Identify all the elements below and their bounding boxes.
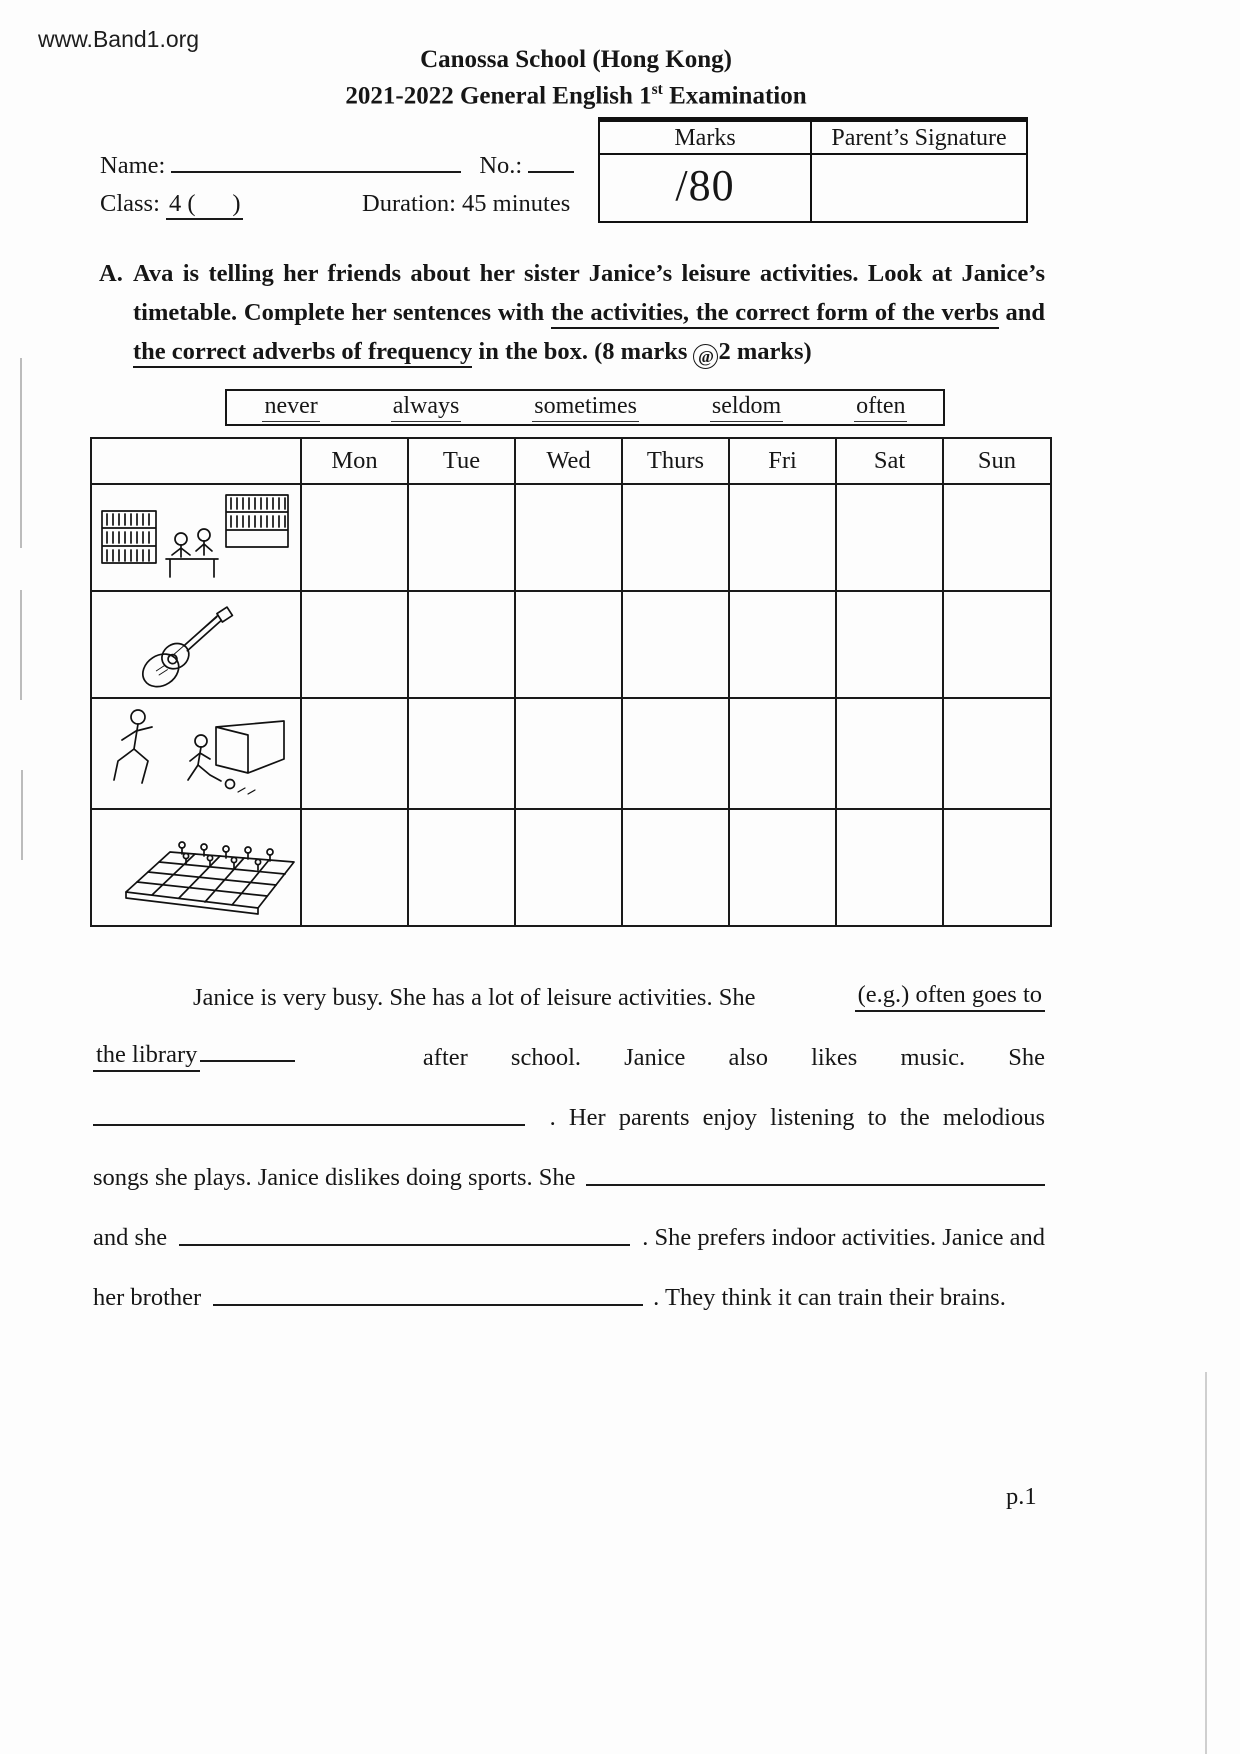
timetable-cell: [729, 698, 836, 809]
answer-2-blank-extension: [200, 1058, 295, 1062]
instruction-seg3: and: [998, 299, 1045, 326]
paragraph-line-3: [93, 1072, 1045, 1132]
line5-post-text: . She prefers indoor activities. Janice and: [642, 1224, 1045, 1251]
adverb-word-box: [225, 389, 945, 426]
timetable-row-chess: [91, 809, 1051, 926]
name-blank-line: [171, 169, 461, 173]
class-label: Class:: [100, 190, 160, 217]
activity-cell-chess: [91, 809, 301, 926]
day-header-sun: Sun: [943, 438, 1051, 484]
paragraph-line-1: [93, 952, 1045, 1012]
line3-text: . Her parents enjoy listening to the melodious: [549, 1104, 1045, 1131]
student-name-row: [100, 152, 660, 180]
activity-cell-sports: [91, 698, 301, 809]
line1-text: Janice is very busy. She has a lot of leisure activities. She: [193, 984, 756, 1011]
instruction-seg1: Ava is telling her friends about her sister Janice’s leisure activities. Look at Janice’s timetable. Complete her sentences with: [133, 260, 1045, 326]
paragraph-line-5: [93, 1192, 1045, 1252]
instruction-underlined-1: the activities, the correct form of the verbs: [551, 299, 999, 329]
guitar-icon: [98, 596, 268, 688]
timetable-cell: [515, 484, 622, 591]
example-answer-2-group: [93, 1041, 295, 1072]
chess-icon: [98, 814, 303, 916]
timetable-cell: [301, 484, 408, 591]
name-label: Name:: [100, 152, 166, 179]
timetable-header-row: [91, 438, 1051, 484]
scan-artifact-line: [1205, 1372, 1207, 1754]
instruction-seg6: 2 marks): [718, 338, 812, 365]
paragraph-line-6: [93, 1252, 1045, 1312]
day-header-mon: Mon: [301, 438, 408, 484]
timetable-cell: [622, 698, 729, 809]
timetable-corner-cell: [91, 438, 301, 484]
section-a-instructions: [99, 254, 1045, 371]
instruction-seg5: in the box. (8 marks: [472, 338, 694, 365]
example-answer-1: (e.g.) often goes to: [855, 981, 1045, 1012]
timetable-row-guitar: [91, 591, 1051, 698]
exam-header: [0, 46, 1196, 110]
activity-cell-library: [91, 484, 301, 591]
blank-1: [93, 1122, 525, 1126]
timetable-cell: [301, 809, 408, 926]
class-value: 4 ( ): [166, 190, 243, 220]
timetable-cell: [729, 484, 836, 591]
activity-cell-guitar: [91, 591, 301, 698]
duration-label: Duration: 45 minutes: [362, 190, 571, 217]
line5-pre-text: and she: [93, 1224, 168, 1251]
fill-in-paragraph: [93, 952, 1045, 1312]
timetable-row-sports: [91, 698, 1051, 809]
timetable-cell: [301, 698, 408, 809]
timetable-cell: [301, 591, 408, 698]
scan-artifact-line: [20, 358, 22, 548]
line2-text: after school. Janice also likes music. She: [422, 1044, 1045, 1071]
timetable-cell: [515, 809, 622, 926]
no-blank-line: [528, 169, 574, 173]
paragraph-line-2: [93, 1012, 1045, 1072]
class-duration-row: [100, 190, 800, 218]
library-icon: [98, 489, 294, 581]
section-a-label: A.: [99, 260, 123, 287]
exam-title-ordinal: st: [651, 81, 663, 98]
day-header-wed: Wed: [515, 438, 622, 484]
parent-signature-area: [812, 155, 1026, 221]
word-often: often: [854, 393, 907, 422]
timetable-cell: [836, 809, 943, 926]
word-sometimes: sometimes: [532, 393, 639, 422]
word-never: never: [262, 393, 319, 422]
timetable-cell: [943, 591, 1051, 698]
line6-post-text: . They think it can train their brains.: [653, 1284, 1006, 1311]
timetable-cell: [836, 698, 943, 809]
timetable-row-library: [91, 484, 1051, 591]
at-each-symbol: @: [693, 344, 718, 369]
timetable-cell: [515, 591, 622, 698]
word-seldom: seldom: [710, 393, 783, 422]
timetable-cell: [729, 591, 836, 698]
timetable-cell: [943, 484, 1051, 591]
no-label: No.:: [479, 152, 523, 179]
timetable-cell: [836, 484, 943, 591]
school-name: Canossa School (Hong Kong): [420, 46, 732, 73]
day-header-sat: Sat: [836, 438, 943, 484]
timetable-cell: [408, 591, 515, 698]
janice-timetable: [90, 437, 1052, 927]
line6-pre-text: her brother: [93, 1284, 202, 1311]
marks-label: Marks: [600, 122, 812, 153]
timetable-cell: [729, 809, 836, 926]
timetable-cell: [836, 591, 943, 698]
exam-title-post: Examination: [662, 82, 807, 110]
instruction-underlined-2: the correct adverbs of frequency: [133, 338, 472, 368]
timetable-cell: [622, 591, 729, 698]
word-always: always: [391, 393, 462, 422]
paragraph-line-4: [93, 1132, 1045, 1192]
line4-text: songs she plays. Janice dislikes doing sports. She: [93, 1164, 576, 1191]
timetable-cell: [408, 698, 515, 809]
blank-3: [179, 1242, 630, 1246]
day-header-tue: Tue: [408, 438, 515, 484]
total-marks-value: /80: [600, 155, 812, 221]
scan-artifact-line: [21, 770, 23, 860]
parent-signature-label: Parent’s Signature: [831, 125, 1007, 151]
timetable-cell: [622, 484, 729, 591]
timetable-cell: [943, 809, 1051, 926]
timetable-cell: [515, 698, 622, 809]
timetable-cell: [622, 809, 729, 926]
watermark: www.Band1.org: [38, 26, 200, 52]
marks-box-header: [600, 122, 1026, 155]
timetable-cell: [943, 698, 1051, 809]
page-number: p.1: [1006, 1483, 1037, 1510]
timetable-cell: [408, 484, 515, 591]
day-header-fri: Fri: [729, 438, 836, 484]
blank-2: [586, 1182, 1046, 1186]
scan-artifact-line: [20, 590, 22, 700]
timetable-cell: [408, 809, 515, 926]
exam-title-pre: 2021-2022 General English 1: [345, 82, 652, 110]
sports-icon: [98, 703, 298, 799]
day-header-thurs: Thurs: [622, 438, 729, 484]
exam-title: [0, 81, 1196, 110]
blank-4: [213, 1302, 643, 1306]
example-answer-2: the library: [93, 1041, 200, 1072]
